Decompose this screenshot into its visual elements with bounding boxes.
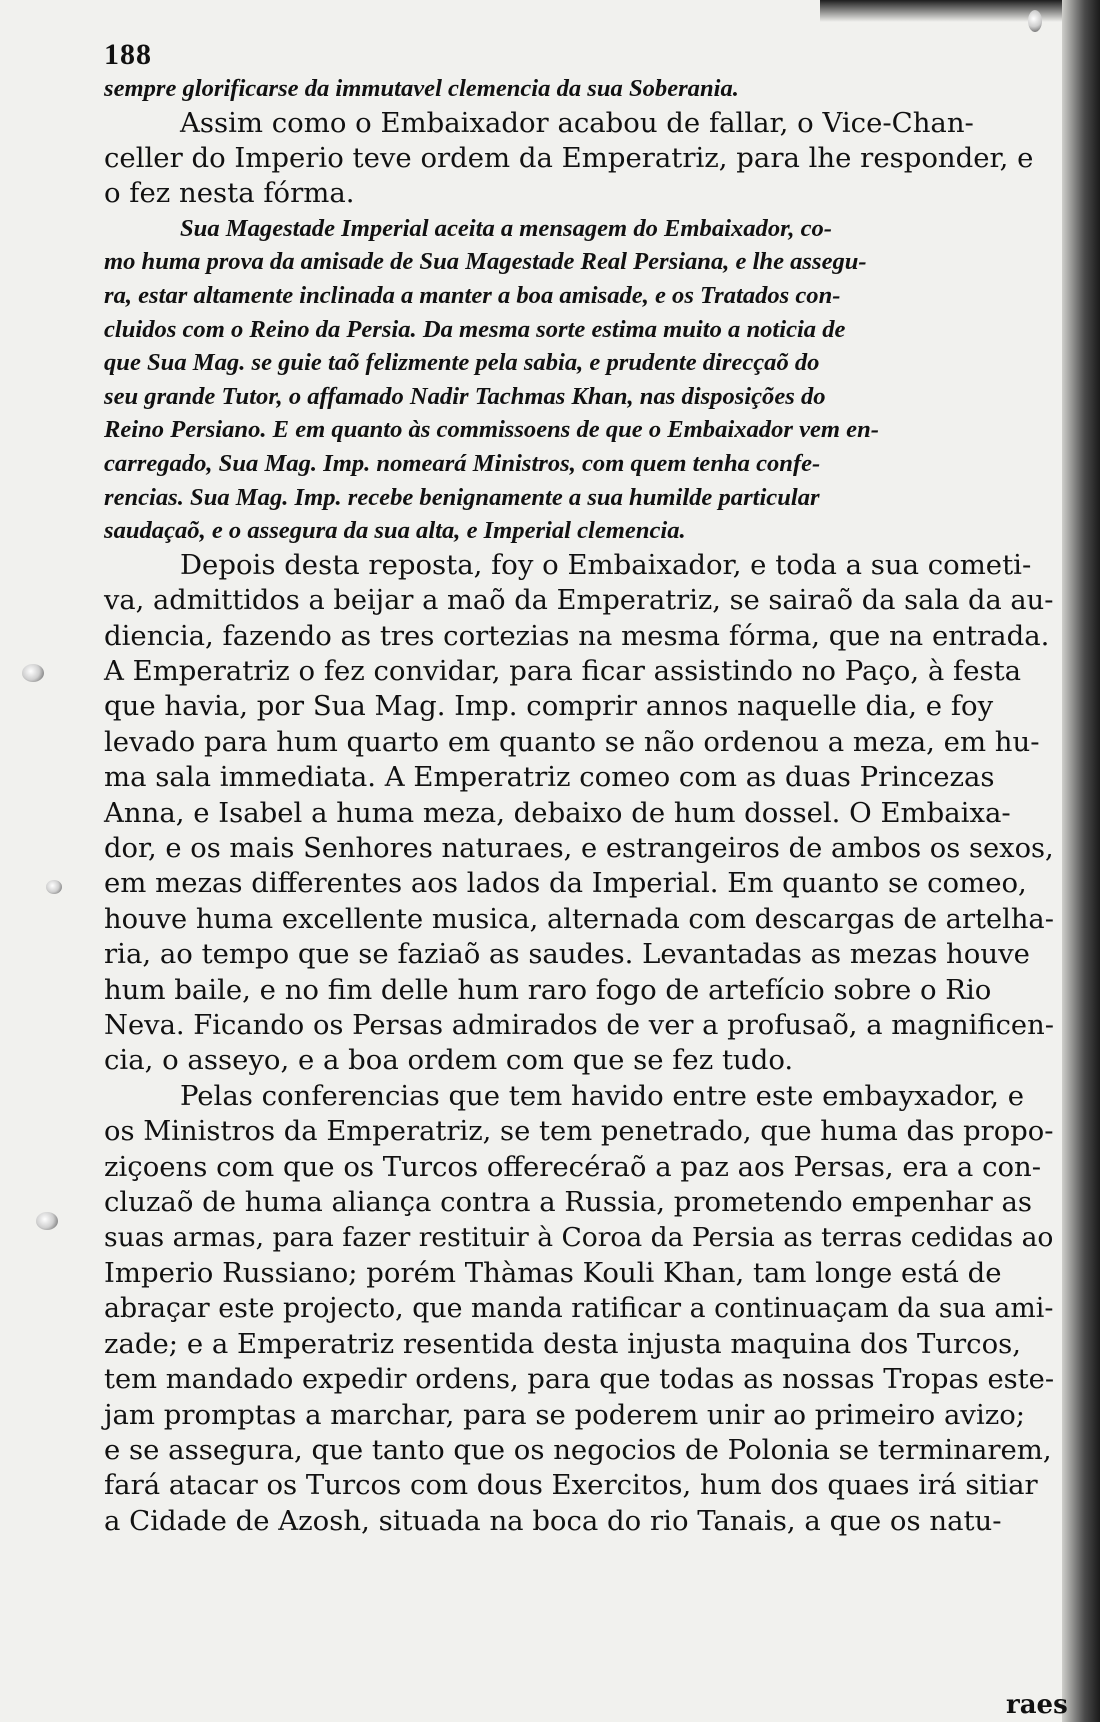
- paragraph: [104, 1079, 1070, 1539]
- catchword: raes: [1006, 1690, 1068, 1720]
- text-line: mo huma prova da amisade de Sua Magestade Real Persiana, e lhe assegu-: [104, 248, 867, 276]
- text-line: cluzaõ de huma aliança contra a Russia, prometendo empenhar as: [104, 1186, 1032, 1219]
- text-line: seu grande Tutor, o affamado Nadir Tachmas Khan, nas disposições do: [104, 382, 826, 410]
- text-line: cluidos com o Reino da Persia. Da mesma sorte estima muito a noticia de: [104, 315, 846, 343]
- scan-shadow-top: [820, 0, 1100, 22]
- text-line: fará atacar os Turcos com dous Exercitos, hum dos quaes irá sitiar: [104, 1469, 1038, 1502]
- text-line: diencia, fazendo as tres cortezias na mesma fórma, que na entrada.: [104, 619, 1050, 652]
- text-line: sempre glorificarse da immutavel clemencia da sua Soberania.: [104, 75, 739, 102]
- text-line: houve huma excellente musica, alternada com descargas de artelha-: [104, 903, 1054, 935]
- text-line: saudaçaõ, e o assegura da sua alta, e Imperial clemencia.: [104, 517, 686, 545]
- binding-hole: [36, 1212, 58, 1230]
- paragraph: [104, 106, 1070, 212]
- text-line: Imperio Russiano; porém Thàmas Kouli Khan, tam longe está de: [104, 1256, 1002, 1289]
- text-line: o fez nesta fórma.: [104, 177, 355, 210]
- text-line: cia, o asseyo, e a boa ordem com que se fez tudo.: [104, 1044, 794, 1077]
- text-line: que havia, por Sua Mag. Imp. comprir annos naquelle dia, e foy: [104, 690, 994, 723]
- text-line: rencias. Sua Mag. Imp. recebe benignamente a sua humilde particular: [104, 483, 820, 511]
- text-line: Sua Magestade Imperial aceita a mensagem do Embaixador, co-: [180, 214, 832, 242]
- text-line: suas armas, para fazer restituir à Coroa da Persia as terras cedidas ao: [104, 1222, 1054, 1254]
- text-line: em mezas differentes aos lados da Imperial. Em quanto se comeo,: [104, 867, 1027, 900]
- text-line: dor, e os mais Senhores naturaes, e estrangeiros de ambos os sexos,: [104, 833, 1054, 864]
- text-line: zade; e a Emperatriz resentida desta injusta maquina dos Turcos,: [104, 1327, 1022, 1360]
- text-line: a Cidade de Azosh, situada na boca do rio Tanais, a que os natu-: [104, 1504, 1002, 1537]
- text-line: celler do Imperio teve ordem da Emperatriz, para lhe responder, e: [104, 142, 1034, 174]
- text-line: Reino Persiano. E em quanto às commissoens de que o Embaixador vem en-: [104, 416, 879, 444]
- text-line: tem mandado expedir ordens, para que todas as nossas Tropas este-: [104, 1364, 1055, 1396]
- text-line: os Ministros da Emperatriz, se tem penetrado, que huma das propo-: [104, 1116, 1054, 1148]
- page-text: [104, 38, 1070, 1539]
- text-line: Assim como o Embaixador acabou de fallar, o Vice-Chan-: [180, 106, 974, 139]
- text-line: Depois desta reposta, foy o Embaixador, e toda a sua cometi-: [180, 548, 1032, 581]
- text-line: ria, ao tempo que se faziaõ as saudes. Levantadas as mezas houve: [104, 938, 1030, 971]
- text-line: va, admittidos a beijar a maõ da Emperatriz, se sairaõ da sala da au-: [104, 585, 1054, 617]
- text-line: A Emperatriz o fez convidar, para ficar assistindo no Paço, à festa: [104, 654, 1022, 687]
- paragraph: [104, 212, 1070, 548]
- text-line: ra, estar altamente inclinada a manter a boa amisade, e os Tratados con-: [104, 282, 841, 309]
- text-line: levado para hum quarto em quanto se não ordenou a meza, em hu-: [104, 725, 1040, 758]
- text-line: Anna, e Isabel a huma meza, debaixo de hum dossel. O Embaixa-: [104, 796, 1011, 829]
- text-line: hum baile, e no fim delle hum raro fogo de artefício sobre o Rio: [104, 973, 992, 1006]
- binding-hole: [1028, 10, 1042, 32]
- paragraph: [104, 548, 1070, 1079]
- binding-hole: [46, 880, 62, 894]
- text-line: abraçar este projecto, que manda ratificar a continuaçam da sua ami-: [104, 1293, 1054, 1325]
- text-line: ziçoens com que os Turcos offerecéraõ a paz aos Persas, era a con-: [104, 1150, 1042, 1183]
- text-line: Pelas conferencias que tem havido entre este embayxador, e: [180, 1079, 1025, 1112]
- text-line: que Sua Mag. se guie taõ felizmente pela sabia, e prudente direcçaõ do: [104, 349, 820, 377]
- binding-hole: [22, 664, 44, 682]
- page-number: 188: [104, 38, 152, 71]
- text-line: carregado, Sua Mag. Imp. nomeará Ministros, com quem tenha confe-: [104, 449, 821, 477]
- text-line: jam promptas a marchar, para se poderem unir ao primeiro avizo;: [104, 1398, 1026, 1431]
- paragraph: [104, 72, 1070, 106]
- text-line: e se assegura, que tanto que os negocios de Polonia se terminarem,: [104, 1433, 1052, 1466]
- text-line: ma sala immediata. A Emperatriz comeo com as duas Princezas: [104, 761, 995, 794]
- text-line: Neva. Ficando os Persas admirados de ver a profusaõ, a magnificen-: [104, 1010, 1054, 1042]
- paragraphs: [104, 72, 1070, 1539]
